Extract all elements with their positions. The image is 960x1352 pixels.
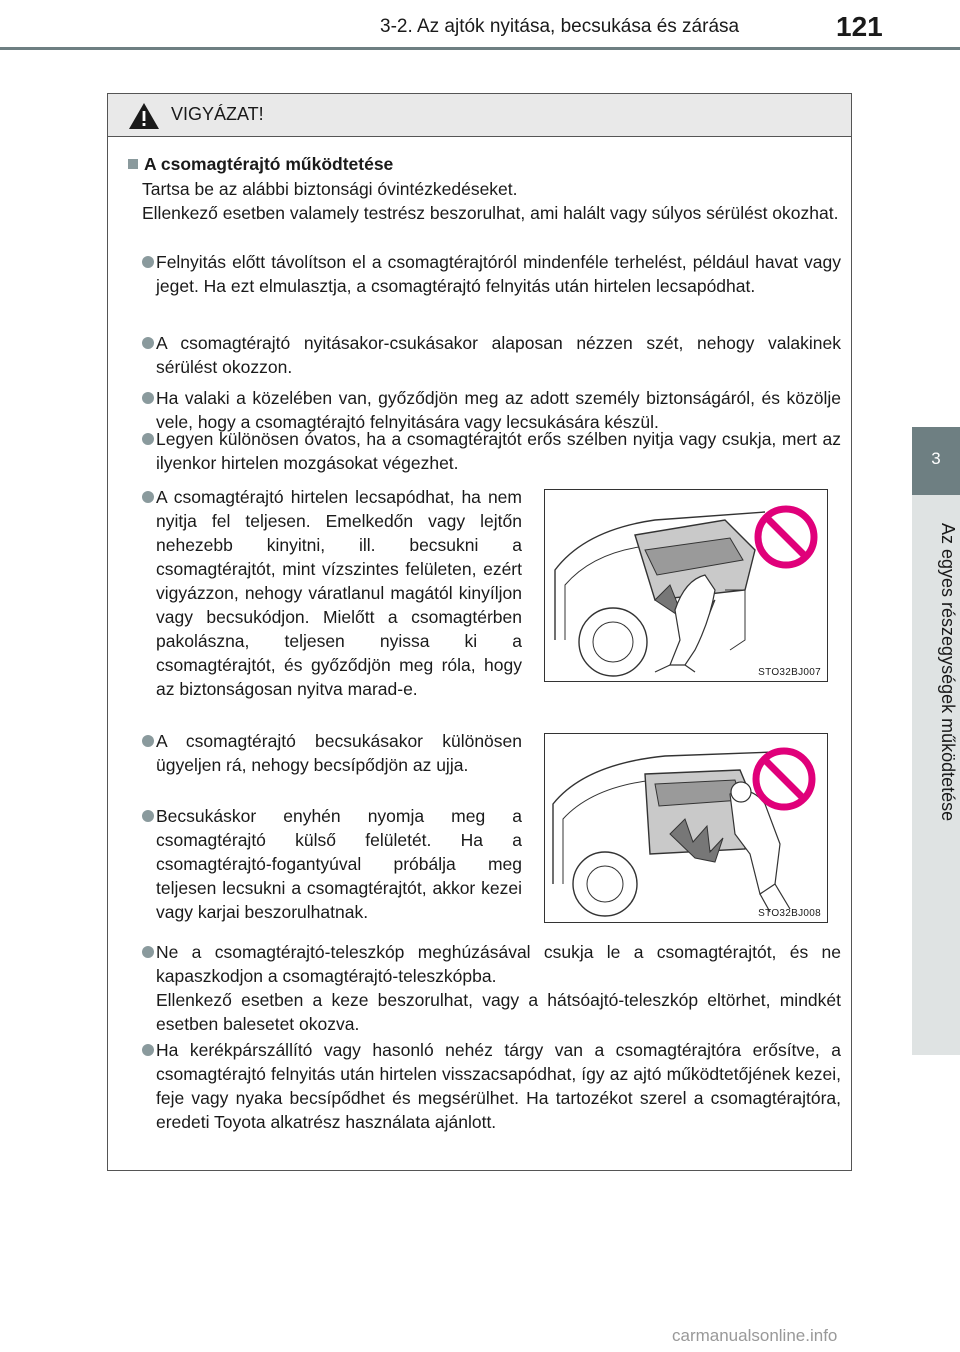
circle-bullet-icon	[142, 810, 154, 822]
intro-line: Ellenkező esetben valamely testrész beszorulhat, ami halált vagy súlyos sérülést okozhat.	[142, 203, 839, 223]
warning-title: VIGYÁZAT!	[171, 104, 264, 124]
bullet-paragraph: Ha kerékpárszállító vagy hasonló nehéz tárgy van a csomagtérajtóra erősítve, a csomagtérajtó felnyitás után hirtelen visszacsapódhat, így az ajtó működtetőjének kezei, feje vagy nyaka becsípődhet és megsérülhet. Ha tartozékot szerel a csomagtérajtóra, eredeti Toyota alkatrész használata ajánlott.	[156, 1040, 841, 1132]
bullet-item	[142, 427, 841, 475]
illustration-tailgate-pinch	[544, 733, 828, 923]
bullet-item	[142, 940, 841, 1036]
watermark: carmanualsonline.info	[672, 1326, 838, 1345]
intro-text	[142, 177, 839, 225]
section-heading-text: A csomagtérajtó működtetése	[144, 154, 394, 174]
warning-triangle-icon	[128, 102, 160, 130]
figure-bullet-item	[142, 729, 522, 777]
circle-bullet-icon	[142, 491, 154, 503]
bullet-text: Felnyitás előtt távolítson el a csomagtérajtóról mindenféle terhelést, például havat vagy jeget. Ha ezt elmulasztja, a csomagtérajtó felnyitás után hirtelen lecsapódhat.	[156, 252, 841, 296]
bullet-item	[142, 331, 841, 379]
figure-code: STO32BJ008	[758, 908, 821, 919]
prohibited-icon	[751, 746, 817, 812]
warning-box	[107, 93, 852, 1171]
bullet-item	[142, 1038, 841, 1134]
square-bullet-icon	[128, 159, 138, 169]
bullet-text	[142, 940, 841, 1036]
chapter-tab	[912, 427, 960, 495]
chapter-strip	[912, 495, 960, 1055]
bullet-text	[142, 1038, 841, 1134]
bullet-paragraph: Ne a csomagtérajtó-teleszkóp meghúzásával csukja le a csomagtérajtót, és ne kapaszkodjon a csomagtérajtó-teleszkópba.	[156, 942, 841, 986]
circle-bullet-icon	[142, 735, 154, 747]
bullet-text: A csomagtérajtó nyitásakor-csukásakor alaposan nézzen szét, nehogy valakinek sérülést okozzon.	[156, 333, 841, 377]
circle-bullet-icon	[142, 1044, 154, 1056]
bullet-text: Becsukáskor enyhén nyomja meg a csomagtérajtó külső felületét. Ha a csomagtérajtó-fogantyúval próbálja meg teljesen lecsukni a csomagtérajtót, akkor kezei vagy karjai beszorulhatnak.	[156, 806, 522, 922]
chapter-label: Az egyes részegységek működtetése	[938, 523, 958, 822]
header-rule	[0, 47, 960, 50]
illustration-tailgate-slam	[544, 489, 828, 682]
section-heading	[128, 154, 393, 175]
circle-bullet-icon	[142, 946, 154, 958]
warning-header	[108, 94, 851, 137]
prohibited-icon	[753, 504, 819, 570]
intro-line: Tartsa be az alábbi biztonsági óvintézkedéseket.	[142, 179, 518, 199]
bullet-text: A csomagtérajtó becsukásakor különösen ügyeljen rá, nehogy becsípődjön az ujja.	[156, 731, 522, 775]
circle-bullet-icon	[142, 433, 154, 445]
bullet-text: Legyen különösen óvatos, ha a csomagtérajtót erős szélben nyitja vagy csukja, mert az ilyenkor hirtelen mozgásokat végezhet.	[156, 429, 841, 473]
figure-bullet-item	[142, 485, 522, 701]
circle-bullet-icon	[142, 256, 154, 268]
page-number: 121	[836, 11, 883, 42]
circle-bullet-icon	[142, 337, 154, 349]
header-title: 3-2. Az ajtók nyitása, becsukása és zárása	[380, 16, 740, 37]
bullet-text: Ha valaki a közelében van, győződjön meg az adott személy biztonságáról, és közölje vele, hogy a csomagtérajtó felnyitására vagy lecsukására készül.	[156, 388, 841, 432]
figure-code: STO32BJ007	[758, 667, 821, 678]
chapter-number: 3	[931, 449, 941, 468]
figure-bullet-item	[142, 804, 522, 924]
bullet-text: A csomagtérajtó hirtelen lecsapódhat, ha nem nyitja fel teljesen. Emelkedőn vagy lejtőn nehezebb kinyitni, ill. becsukni a csomagtérajtót, mint vízszintes felületen, ezért vigyázzon, nehogy váratlanul magától kinyíljon vagy becsukódjon. Mielőtt a csomagtérben pakolászna, teljesen nyissa ki a csomagtérajtót, és győződjön meg róla, hogy az biztonságosan nyitva marad-e.	[156, 487, 522, 699]
bullet-paragraph: Ellenkező esetben a keze beszorulhat, vagy a hátsóajtó-teleszkóp eltörhet, mindkét esetben balesetet okozva.	[156, 990, 841, 1034]
circle-bullet-icon	[142, 392, 154, 404]
bullet-item	[142, 250, 841, 298]
